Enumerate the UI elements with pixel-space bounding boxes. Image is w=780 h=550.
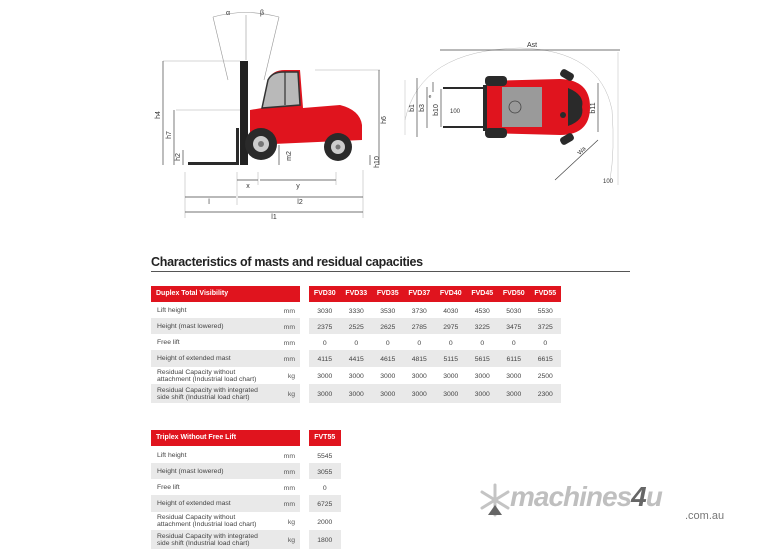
cell-value: 5545	[317, 453, 333, 460]
duplex-mast-table	[151, 286, 562, 406]
cell-value: 3000	[411, 391, 427, 398]
row-unit: mm	[283, 469, 295, 476]
cell-value: 3030	[317, 308, 333, 315]
model-header: FVD37	[408, 290, 431, 297]
cell-value: 3000	[506, 391, 522, 398]
cell-value: 0	[480, 340, 485, 347]
cell-value: 5030	[506, 308, 522, 315]
row-unit: kg	[287, 391, 295, 398]
h2-label: h2	[175, 153, 182, 161]
cell-value: 1800	[317, 537, 333, 544]
row-unit: kg	[287, 519, 295, 526]
row-label: Residual Capacity with integrated side shift (Industrial load chart)	[157, 387, 258, 401]
brand-name: machines4u	[510, 481, 662, 512]
h7-label: h7	[166, 131, 173, 139]
cell-value: 3000	[474, 373, 490, 380]
h10-label: h10	[374, 156, 381, 168]
table-row	[151, 318, 562, 334]
cell-value: 3530	[380, 308, 396, 315]
row-label: Residual Capacity without attachment (Industrial load chart)	[157, 514, 257, 528]
cell-value: 3000	[380, 391, 396, 398]
table-row	[151, 463, 341, 479]
table-row	[151, 367, 562, 384]
forklift-side-view	[188, 61, 362, 165]
cell-value: 3330	[348, 308, 364, 315]
b10-label: b10	[433, 104, 440, 116]
row-label: Height of extended mast	[157, 355, 231, 362]
model-header: FVD35	[376, 290, 399, 297]
cell-value: 4530	[474, 308, 490, 315]
cell-value: 3000	[506, 373, 522, 380]
forklift-dimension-diagram	[0, 0, 780, 235]
row-label: Free lift	[157, 339, 180, 346]
cell-value: 3475	[506, 324, 522, 331]
row-unit: mm	[283, 501, 295, 508]
title-divider	[151, 271, 630, 272]
snowflake-logo-icon	[480, 483, 510, 517]
ast-label: Ast	[526, 42, 538, 49]
l1-label: l1	[271, 214, 277, 221]
cell-value: 2000	[317, 519, 333, 526]
row-label: Free lift	[157, 484, 180, 491]
duplex-table-header: Duplex Total Visibility	[151, 286, 300, 302]
cell-value: 3225	[474, 324, 490, 331]
cell-value: 0	[543, 340, 548, 347]
row-unit: kg	[287, 373, 295, 380]
cell-value: 0	[511, 340, 516, 347]
row-label: Height (mast lowered)	[157, 323, 224, 330]
table-row	[151, 384, 562, 403]
cell-value: 0	[322, 485, 327, 492]
model-header: FVD50	[502, 290, 525, 297]
cell-value: 3000	[443, 391, 459, 398]
table-row	[151, 512, 341, 530]
table-row	[151, 479, 341, 495]
table-row	[151, 350, 562, 367]
model-header: FVD45	[471, 290, 494, 297]
m2-label: m2	[286, 151, 293, 161]
cell-value: 3000	[474, 391, 490, 398]
row-unit: mm	[283, 485, 295, 492]
cell-value: 2375	[317, 324, 333, 331]
row-label: Lift height	[157, 452, 187, 459]
x-label: x	[246, 183, 250, 190]
brand-domain: .com.au	[685, 510, 725, 522]
triplex-table-header: Triplex Without Free Lift	[151, 430, 300, 446]
row-label: Residual Capacity with integrated side shift (Industrial load chart)	[157, 533, 258, 547]
row-label: Height of extended mast	[157, 500, 231, 507]
table-row	[151, 495, 341, 512]
triplex-mast-table	[151, 430, 341, 550]
model-header: FVD40	[439, 290, 462, 297]
cell-value: 5115	[443, 356, 459, 363]
cell-value: 2625	[380, 324, 396, 331]
cell-value: 4115	[317, 356, 333, 363]
cell-value: 5615	[474, 356, 490, 363]
cell-value: 4415	[348, 356, 364, 363]
cell-value: 0	[354, 340, 359, 347]
b3-label: b3	[419, 104, 426, 112]
wa-label: Wa	[577, 146, 588, 157]
cell-value: 4615	[380, 356, 396, 363]
model-header: FVD33	[345, 290, 368, 297]
cell-value: 3000	[348, 391, 364, 398]
cell-value: 0	[385, 340, 390, 347]
cell-value: 3000	[317, 391, 333, 398]
cell-value: 3000	[443, 373, 459, 380]
cell-value: 3000	[411, 373, 427, 380]
row-unit: kg	[287, 537, 295, 544]
fork-offset-label: 100	[450, 109, 461, 115]
row-label: Height (mast lowered)	[157, 468, 224, 475]
cell-value: 6725	[317, 501, 333, 508]
model-header: FVD55	[534, 290, 557, 297]
row-unit: mm	[283, 356, 295, 363]
model-header: FVD30	[313, 290, 336, 297]
cell-value: 2300	[537, 391, 553, 398]
e-label: e	[428, 94, 432, 100]
duplex-model-header-band	[309, 286, 561, 302]
cell-value: 0	[417, 340, 422, 347]
cell-value: 3000	[380, 373, 396, 380]
cell-value: 3000	[317, 373, 333, 380]
row-unit: mm	[283, 308, 295, 315]
cell-value: 6115	[506, 356, 522, 363]
triplex-model-header-band	[309, 430, 341, 446]
cell-value: 0	[448, 340, 453, 347]
table-row	[151, 447, 341, 463]
table-row	[151, 334, 562, 350]
l-label: l	[208, 199, 210, 206]
row-unit: mm	[283, 340, 295, 347]
section-title: Characteristics of masts and residual capacities	[151, 255, 423, 269]
beta-label: β	[259, 10, 265, 17]
cell-value: 2500	[537, 373, 553, 380]
alpha-label: α	[225, 10, 231, 17]
y-label: y	[296, 183, 300, 190]
h4-label: h4	[155, 111, 162, 119]
row-label: Lift height	[157, 307, 187, 314]
table-row	[151, 530, 341, 549]
cell-value: 5530	[537, 308, 553, 315]
cell-value: 3055	[317, 469, 333, 476]
table-row	[151, 302, 562, 318]
row-label: Residual Capacity without attachment (Industrial load chart)	[157, 369, 257, 383]
cell-value: 6615	[537, 356, 553, 363]
cell-value: 4815	[411, 356, 427, 363]
cell-value: 2525	[348, 324, 364, 331]
cell-value: 3725	[537, 324, 553, 331]
cell-value: 3000	[348, 373, 364, 380]
b11-label: b11	[590, 102, 597, 114]
h6-label: h6	[381, 116, 388, 124]
model-header: FVT55	[314, 434, 336, 441]
cell-value: 4030	[443, 308, 459, 315]
cell-value: 0	[322, 340, 327, 347]
l2-label: l2	[297, 199, 303, 206]
cell-value: 2785	[411, 324, 427, 331]
row-unit: mm	[283, 324, 295, 331]
cell-value: 2975	[443, 324, 459, 331]
clearance-label: 100	[603, 179, 614, 185]
row-unit: mm	[283, 453, 295, 460]
cell-value: 3730	[411, 308, 427, 315]
b1-label: b1	[409, 104, 416, 112]
